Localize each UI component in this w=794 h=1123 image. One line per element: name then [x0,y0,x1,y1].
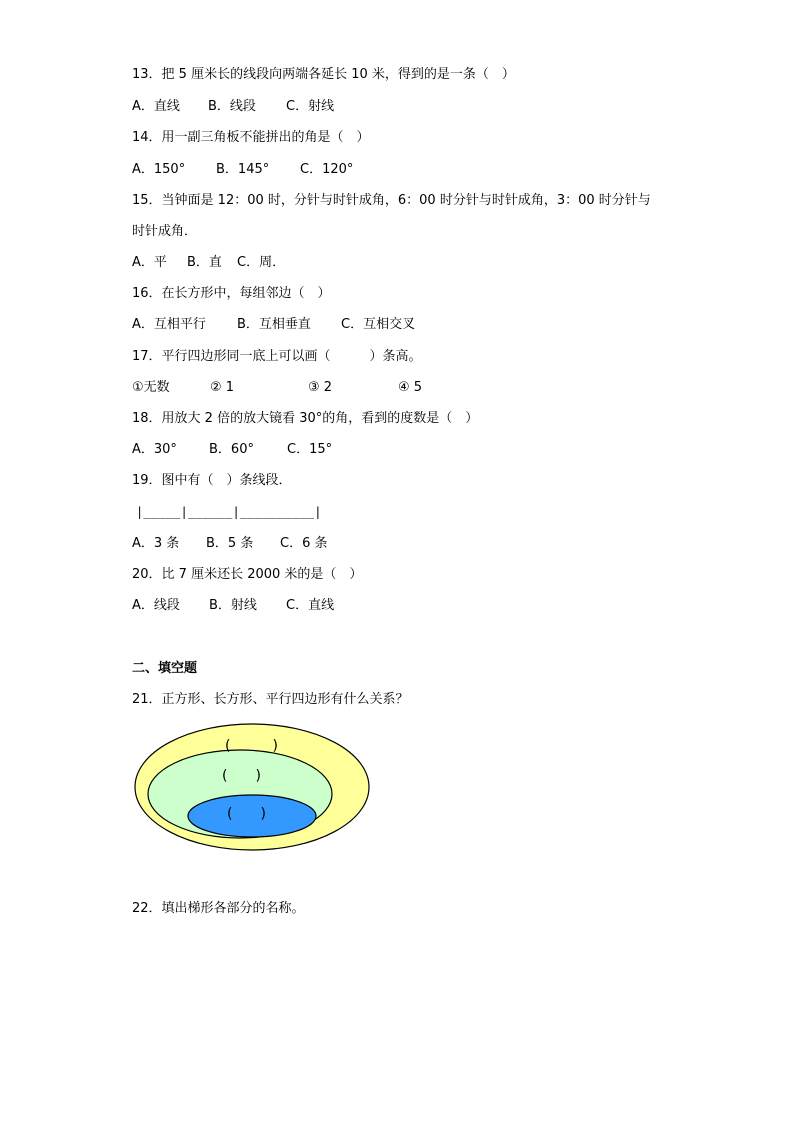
question-13-option-b: B．线段 [208,99,256,114]
question-18-stem: 18．用放大 2 倍的放大镜看 30°的角，看到的度数是（ ） [132,411,479,426]
question-13-option-c: C．射线 [286,99,335,114]
question-20-option-a: A．线段 [132,598,180,613]
question-16-stem: 16．在长方形中，每组邻边（ ） [132,286,331,301]
question-15-stem-line1: 15．当钟面是 12：00 时，分针与时针成角，6：00 时分针与时针成角，3：00 时分针与 [132,193,651,208]
question-18-option-c: C．15° [287,442,333,457]
question-17-stem: 17．平行四边形同一底上可以画（ ）条高。 [132,349,422,364]
line-segment-figure: |_____|______|__________| [136,505,322,519]
question-20-option-b: B．射线 [209,598,257,613]
question-16-option-c: C．互相交叉 [341,317,416,332]
question-18-option-b: B．60° [209,442,254,457]
outer-blank: ( ) [225,738,278,754]
question-17-option-4: ④ 5 [398,380,423,395]
question-14-option-a: A．150° [132,162,186,177]
question-13-stem: 13．把 5 厘米长的线段向两端各延长 10 米，得到的是一条（ ） [132,67,515,82]
question-20-stem: 20．比 7 厘米还长 2000 米的是（ ） [132,567,363,582]
question-22-stem: 22．填出梯形各部分的名称。 [132,901,305,916]
question-15-option-a: A．平 [132,255,167,270]
question-15-option-c: C．周． [237,255,286,270]
question-14-option-c: C．120° [300,162,354,177]
question-17-option-1: ①无数 [132,380,170,395]
question-21-stem: 21．正方形、长方形、平行四边形有什么关系？ [132,692,409,707]
middle-blank: ( ) [222,768,261,784]
question-17-option-2: ② 1 [210,380,235,395]
question-15-stem-line2: 时针成角． [132,224,198,239]
inner-blank: ( ) [227,806,266,822]
question-19-option-c: C．6 条 [280,536,328,551]
question-17-option-3: ③ 2 [308,380,333,395]
question-16-option-a: A．互相平行 [132,317,206,332]
question-19-option-b: B．5 条 [206,536,254,551]
question-14-stem: 14．用一副三角板不能拼出的角是（ ） [132,130,370,145]
section-heading: 二、填空题 [132,661,198,676]
question-20-option-c: C．直线 [286,598,335,613]
question-14-option-b: B．145° [216,162,270,177]
nested-shapes-venn-diagram [130,720,375,855]
question-18-option-a: A．30° [132,442,177,457]
question-13-option-a: A．直线 [132,99,180,114]
question-16-option-b: B．互相垂直 [237,317,311,332]
question-19-option-a: A．3 条 [132,536,180,551]
question-15-option-b: B．直 [187,255,222,270]
question-19-stem: 19．图中有（ ）条线段． [132,473,292,488]
